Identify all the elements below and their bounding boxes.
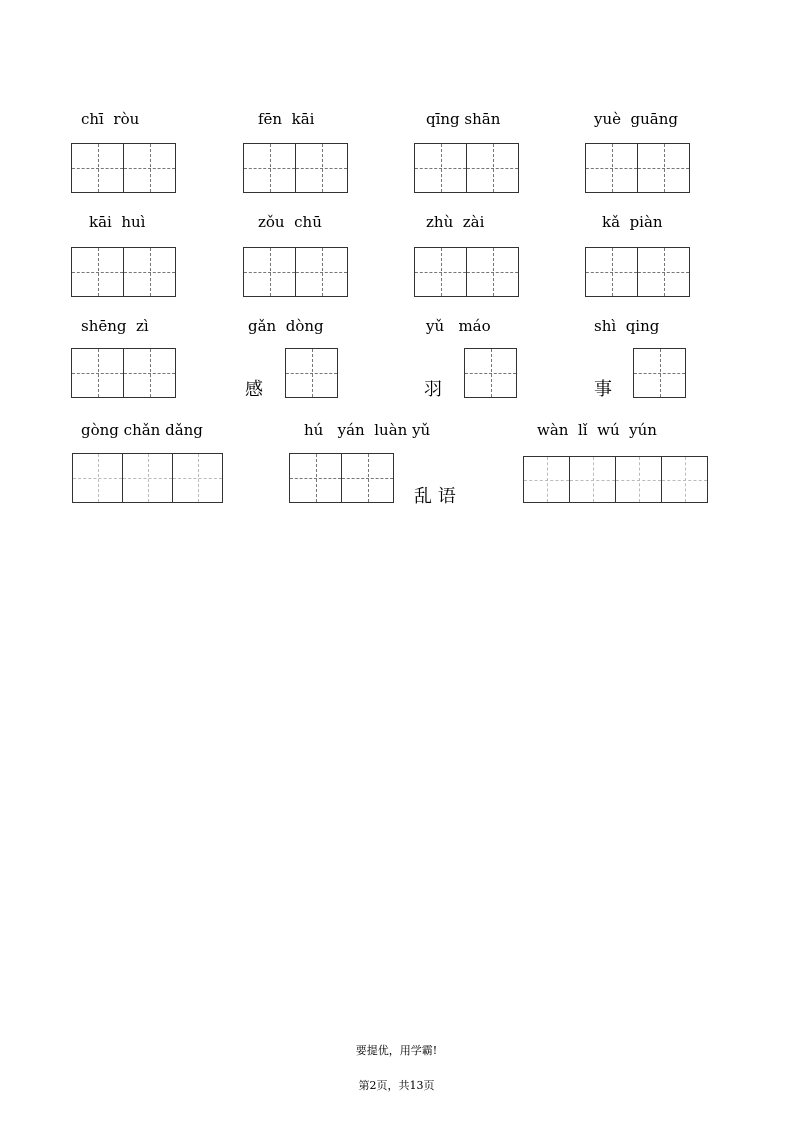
tianzige-cell[interactable] xyxy=(638,248,690,296)
pinyin-kai-hui: kāi huì xyxy=(89,213,146,231)
tianzige-cell[interactable] xyxy=(586,144,638,192)
tianzige-cell[interactable] xyxy=(72,349,124,397)
pinyin-chi-rou: chī ròu xyxy=(81,110,140,128)
writing-grid-chi-rou[interactable] xyxy=(71,143,176,193)
writing-grid-fen-kai[interactable] xyxy=(243,143,348,193)
pinyin-qing-shan: qīng shān xyxy=(426,110,501,128)
tianzige-cell[interactable] xyxy=(638,144,690,192)
tianzige-cell[interactable] xyxy=(465,349,517,397)
writing-grid-dong[interactable] xyxy=(285,348,338,398)
given-character-yu: 羽 xyxy=(424,379,442,400)
given-characters-luan-yu: 乱 语 xyxy=(414,486,456,507)
tianzige-cell[interactable] xyxy=(415,248,467,296)
tianzige-cell[interactable] xyxy=(662,457,708,502)
pinyin-sheng-zi: shēng zì xyxy=(81,317,149,335)
writing-grid-mao[interactable] xyxy=(464,348,517,398)
tianzige-cell[interactable] xyxy=(124,349,176,397)
writing-grid-qing-shan[interactable] xyxy=(414,143,519,193)
tianzige-cell[interactable] xyxy=(73,454,123,502)
tianzige-cell[interactable] xyxy=(296,144,348,192)
pinyin-zhu-zai: zhù zài xyxy=(426,213,485,231)
writing-grid-qing[interactable] xyxy=(633,348,686,398)
tianzige-cell[interactable] xyxy=(342,454,394,502)
tianzige-cell[interactable] xyxy=(286,349,338,397)
writing-grid-yue-guang[interactable] xyxy=(585,143,690,193)
pinyin-gan-dong: gǎn dòng xyxy=(248,317,324,335)
writing-grid-zhu-zai[interactable] xyxy=(414,247,519,297)
tianzige-cell[interactable] xyxy=(467,248,519,296)
tianzige-cell[interactable] xyxy=(72,144,124,192)
tianzige-cell[interactable] xyxy=(616,457,662,502)
writing-grid-sheng-zi[interactable] xyxy=(71,348,176,398)
tianzige-cell[interactable] xyxy=(173,454,223,502)
pinyin-zou-chu: zǒu chū xyxy=(258,213,322,231)
tianzige-cell[interactable] xyxy=(586,248,638,296)
pinyin-shi-qing: shì qing xyxy=(594,317,660,335)
writing-grid-wan-li-wu-yun[interactable] xyxy=(523,456,708,503)
pinyin-wan-li-wu-yun: wàn lǐ wú yún xyxy=(537,421,657,439)
tianzige-cell[interactable] xyxy=(123,454,173,502)
pinyin-yue-guang: yuè guāng xyxy=(594,110,679,128)
tianzige-cell[interactable] xyxy=(467,144,519,192)
tianzige-cell[interactable] xyxy=(570,457,616,502)
writing-grid-hu-yan[interactable] xyxy=(289,453,394,503)
pinyin-hu-yan-luan-yu: hú yán luàn yǔ xyxy=(304,421,431,439)
tianzige-cell[interactable] xyxy=(244,248,296,296)
tianzige-cell[interactable] xyxy=(244,144,296,192)
footer-slogan: 要提优，用学霸! xyxy=(355,1044,438,1057)
tianzige-cell[interactable] xyxy=(296,248,348,296)
page-number: 第2页，共13页 xyxy=(358,1079,435,1092)
tianzige-cell[interactable] xyxy=(415,144,467,192)
tianzige-cell[interactable] xyxy=(124,144,176,192)
tianzige-cell[interactable] xyxy=(524,457,570,502)
given-character-gan: 感 xyxy=(245,379,263,400)
writing-grid-gong-chan-dang[interactable] xyxy=(72,453,223,503)
writing-grid-kai-hui[interactable] xyxy=(71,247,176,297)
tianzige-cell[interactable] xyxy=(634,349,686,397)
writing-grid-ka-pian[interactable] xyxy=(585,247,690,297)
pinyin-yu-mao: yǔ máo xyxy=(426,317,491,335)
pinyin-fen-kai: fēn kāi xyxy=(258,110,315,128)
tianzige-cell[interactable] xyxy=(72,248,124,296)
tianzige-cell[interactable] xyxy=(124,248,176,296)
tianzige-cell[interactable] xyxy=(290,454,342,502)
given-character-shi: 事 xyxy=(594,379,612,400)
writing-grid-zou-chu[interactable] xyxy=(243,247,348,297)
pinyin-ka-pian: kǎ piàn xyxy=(602,213,663,231)
pinyin-gong-chan-dang: gòng chǎn dǎng xyxy=(81,421,203,439)
